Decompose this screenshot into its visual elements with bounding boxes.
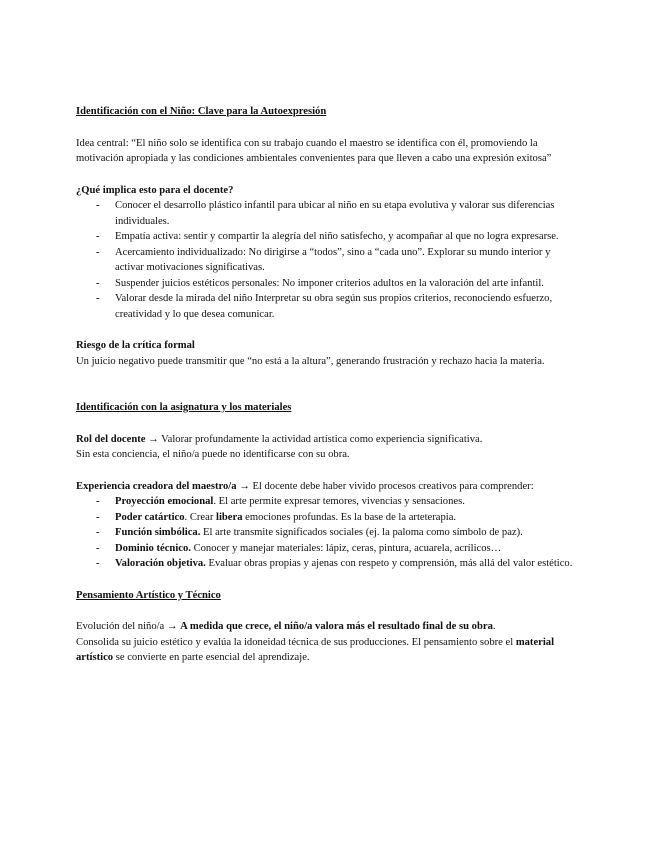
item-text: Conocer y manejar materiales: lápiz, ceras, pintura, acuarela, acrílicos… <box>190 542 502 554</box>
list-item: - Acercamiento individualizado: No dirigirse a “todos”, sino a “cada uno”. Explorar su mundo interior y activar motivaciones significativas. <box>76 245 581 276</box>
consolida-text: Consolida su juicio estético y evalúa la idoneidad técnica de sus producciones. El pensamiento sobre el <box>76 636 516 648</box>
list-item: - Empatía activa: sentir y compartir la alegría del niño satisfecho, y acompañar al que no logra expresarse. <box>76 229 581 245</box>
experiencia-label: Experiencia creadora del maestro/a <box>76 480 237 492</box>
riesgo-heading: Riesgo de la crítica formal <box>76 340 195 351</box>
section-title-asignatura: Identificación con la asignatura y los materiales <box>76 402 292 413</box>
item-label: Valoración objetiva. <box>115 558 206 569</box>
evolucion-text: Evolución del niño/a → <box>76 621 181 632</box>
section-title-pensamiento: Pensamiento Artístico y Técnico <box>76 589 221 601</box>
implica-heading: ¿Qué implica esto para el docente? <box>76 184 234 196</box>
list-item: - Suspender juicios estéticos personales: No imponer criterios adultos en la valoración del arte infantil. <box>76 276 581 292</box>
item-text: . El arte permite expresar temores, vivencias y sensaciones. <box>213 496 465 507</box>
idea-central-paragraph: Idea central: “El niño solo se identifica con su trabajo cuando el maestro se identifica con él, promoviendo la motivación apropiada y las condiciones ambientales convenientes para que lleven a cabo una expresión exitosa” <box>76 137 552 164</box>
section-title-identificacion-nino: Identificación con el Niño: Clave para la Autoexpresión <box>76 106 327 117</box>
item-label: Proyección emocional <box>115 496 214 507</box>
list-item <box>76 541 581 557</box>
consolida-bold: material artístico <box>76 636 555 663</box>
consolida-end: se convierte en parte esencial del aprendizaje. <box>113 652 310 663</box>
list-item <box>76 510 581 526</box>
rol-label: Rol del docente <box>76 433 146 445</box>
rol-text: → Valorar profundamente la actividad artística como experiencia significativa. <box>145 433 483 445</box>
rol-docente-paragraph-2: Sin esta conciencia, el niño/a puede no identificarse con su obra. <box>76 449 350 460</box>
evolucion-paragraph <box>76 619 581 635</box>
list-item: - Conocer el desarrollo plástico infantil para ubicar al niño en su etapa evolutiva y valorar sus diferencias individuales. <box>76 198 581 229</box>
evolucion-bold: A medida que crece, el niño/a valora más el resultado final de su obra <box>180 621 493 632</box>
item-text: . Crear <box>184 511 217 523</box>
rol-docente-paragraph <box>76 432 581 448</box>
implica-list <box>76 198 581 322</box>
riesgo-paragraph: Un juicio negativo puede transmitir que “no está a la altura”, generando frustración y rechazo hacia la materia. <box>76 355 545 367</box>
item-text: Evaluar obras propias y ajenas con respeto y comprensión, más allá del valor estético. <box>205 558 573 569</box>
document-page <box>76 104 581 666</box>
item-text: El arte transmite significados sociales (ej. la paloma como símbolo de paz). <box>200 527 523 538</box>
item-label: Poder catártico <box>115 511 185 523</box>
list-item <box>76 556 581 572</box>
item-text-2: emociones profundas. Es la base de la arteterapia. <box>242 511 457 523</box>
list-item <box>76 525 581 541</box>
experiencia-list <box>76 494 581 572</box>
list-item: - Valorar desde la mirada del niño Interpretar su obra según sus propios criterios, reconociendo esfuerzo, creatividad y lo que desea comunicar. <box>76 291 581 322</box>
experiencia-paragraph <box>76 479 581 495</box>
item-label: Dominio técnico. <box>115 542 191 554</box>
item-label: Función simbólica. <box>115 527 201 538</box>
evolucion-end: . <box>492 621 496 632</box>
consolida-paragraph <box>76 635 581 666</box>
item-bold-word: libera <box>216 511 243 523</box>
list-item <box>76 494 581 510</box>
experiencia-text: → El docente debe haber vivido procesos creativos para comprender: <box>236 480 534 492</box>
